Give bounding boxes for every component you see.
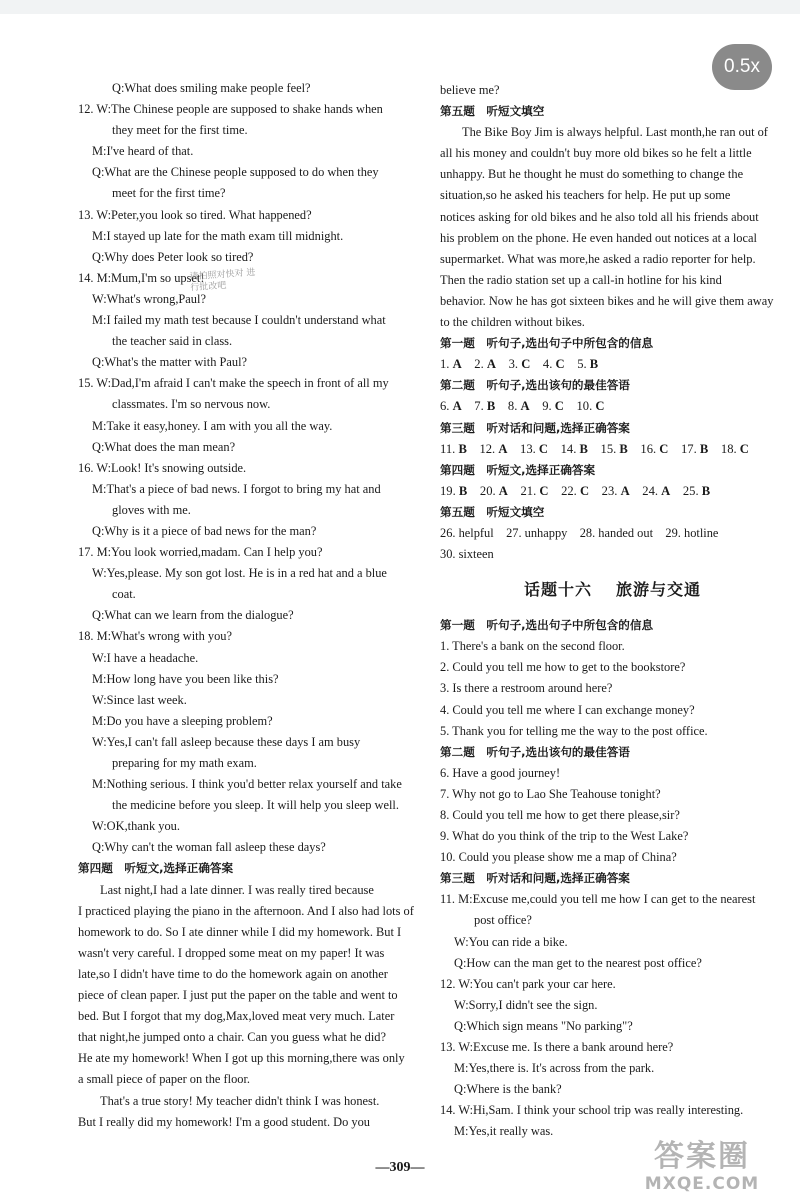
text-line: 3. Is there a restroom around here? <box>440 681 613 696</box>
text-line: 26. helpful 27. unhappy 28. handed out 29. hotline <box>440 525 719 540</box>
text-line: to the children without bikes. <box>440 315 585 330</box>
text-line: 13. W:Peter,you look so tired. What happened? <box>78 207 312 222</box>
text-line: 8. Could you tell me how to get there please,sir? <box>440 808 680 822</box>
text-line: 16. W:Look! It's snowing outside. <box>78 460 247 475</box>
text-line: 5. Thank you for telling me the way to the post office. <box>440 723 708 738</box>
text-line: meet for the first time? <box>112 186 226 201</box>
text-line: That's a true story! My teacher didn't think I was honest. <box>100 1093 380 1108</box>
text-line: preparing for my math exam. <box>112 756 257 770</box>
text-line: But I really did my homework! I'm a good student. Do you <box>78 1114 370 1129</box>
text-line: the teacher said in class. <box>112 334 233 349</box>
text-line: Q:Why does Peter look so tired? <box>92 249 254 264</box>
left-column <box>78 78 416 1133</box>
text-line: 9. What do you think of the trip to the West Lake? <box>440 829 689 844</box>
text-line: M:I stayed up late for the math exam till midnight. <box>92 228 344 243</box>
text-line: the medicine before you sleep. It will help you sleep well. <box>112 798 399 813</box>
text-line: all his money and couldn't buy more old bikes so he felt a little <box>440 146 752 161</box>
text-line: Q:How can the man get to the nearest post office? <box>454 955 702 970</box>
zoom-level-badge[interactable]: 0.5x <box>712 44 772 90</box>
text-line: M:Yes,it really was. <box>454 1124 554 1139</box>
text-line: 12. W:The Chinese people are supposed to shake hands when <box>78 102 383 117</box>
text-line: believe me? <box>440 83 500 97</box>
text-line: Q:Why can't the woman fall asleep these days? <box>92 840 326 855</box>
section-heading: 第二题 听句子,选出该句的最佳答语 <box>440 744 630 759</box>
text-line: 11. M:Excuse me,could you tell me how I can get to the nearest <box>440 892 756 907</box>
text-line: M:Take it easy,honey. I am with you all the way. <box>92 418 333 433</box>
section-heading: 第三题 听对话和问题,选择正确答案 <box>440 871 630 886</box>
topic-heading <box>440 565 785 615</box>
text-line: Q:What can we learn from the dialogue? <box>92 608 294 623</box>
text-line: Q:Where is the bank? <box>454 1082 562 1097</box>
text-line: coat. <box>112 587 136 602</box>
text-line: Q:What are the Chinese people supposed to do when they <box>92 165 379 180</box>
text-line: M:How long have you been like this? <box>92 671 279 686</box>
text-line: 19. B 20. A 21. C 22. C 23. A 24. A 25. B <box>440 483 711 498</box>
text-line: 15. W:Dad,I'm afraid I can't make the speech in front of all my <box>78 376 389 391</box>
text-line: M:I failed my math test because I couldn't understand what <box>92 313 386 328</box>
site-watermark <box>618 1140 786 1198</box>
top-bar <box>0 0 800 14</box>
text-line: 1. A 2. A 3. C 4. C 5. B <box>440 357 599 372</box>
watermark-line1: 答案圈 <box>654 1139 750 1174</box>
text-line: 7. Why not go to Lao She Teahouse tonight? <box>440 786 661 801</box>
text-line: behavior. Now he has got sixteen bikes and he will give them away <box>440 293 774 308</box>
text-line: situation,so he asked his teachers for help. He put up some <box>440 188 731 203</box>
text-line: W:You can ride a bike. <box>454 934 568 949</box>
text-line: M:That's a piece of bad news. I forgot to bring my hat and <box>92 481 381 496</box>
text-line: W:I have a headache. <box>92 650 199 665</box>
text-line: 2. Could you tell me how to get to the bookstore? <box>440 660 686 675</box>
right-column <box>440 80 785 1143</box>
text-line: piece of clean paper. I just put the paper on the table and went to <box>78 988 398 1003</box>
text-line: W:Sorry,I didn't see the sign. <box>454 997 598 1012</box>
topic-number: 话题十六 <box>523 580 592 600</box>
text-line: 1. There's a bank on the second floor. <box>440 639 625 654</box>
text-line: Then the radio station set up a call-in hotline for his kind <box>440 272 722 287</box>
text-line: wasn't very careful. I dropped some meat on my paper! It was <box>78 945 385 960</box>
text-line: Q:What does the man mean? <box>92 439 236 454</box>
section-heading: 第四题 听短文,选择正确答案 <box>440 462 596 477</box>
text-line: W:What's wrong,Paul? <box>92 291 206 306</box>
section-heading: 第五题 听短文填空 <box>440 504 545 519</box>
text-line: they meet for the first time. <box>112 123 248 138</box>
section-heading: 第一题 听句子,选出句子中所包含的信息 <box>440 618 654 633</box>
text-line: W:Yes,I can't fall asleep because these days I am busy <box>92 734 361 749</box>
text-line: his problem on the phone. He even handed out notices at a local <box>440 230 757 245</box>
topic-title: 旅游与交通 <box>616 580 702 600</box>
watermark-line2: MXQE.COM <box>644 1174 760 1194</box>
section-heading: 第二题 听句子,选出该句的最佳答语 <box>440 378 630 393</box>
text-line: The Bike Boy Jim is always helpful. Last month,he ran out of <box>462 125 768 140</box>
text-line: 4. Could you tell me where I can exchange money? <box>440 702 695 717</box>
text-line: Q:What's the matter with Paul? <box>92 355 248 370</box>
text-line: that night,he jumped onto a chair. Can you guess what he did? <box>78 1030 386 1045</box>
text-line: 18. M:What's wrong with you? <box>78 629 232 644</box>
text-line: unhappy. But he thought he must do something to change the <box>440 167 744 182</box>
section-heading: 第一题 听句子,选出句子中所包含的信息 <box>440 336 654 351</box>
text-line: I practiced playing the piano in the afternoon. And I also had lots of <box>78 903 414 918</box>
text-line: 12. W:You can't park your car here. <box>440 976 616 991</box>
text-line: homework to do. So I ate dinner while I did my homework. But I <box>78 924 402 939</box>
section-heading: 第四题 听短文,选择正确答案 <box>78 861 234 876</box>
text-line: Last night,I had a late dinner. I was really tired because <box>100 882 374 897</box>
text-line: notices asking for old bikes and he also told all his friends about <box>440 209 759 224</box>
text-line: 6. A 7. B 8. A 9. C 10. C <box>440 399 605 414</box>
text-line: Q:What does smiling make people feel? <box>112 81 311 95</box>
text-line: 10. Could you please show me a map of China? <box>440 850 677 865</box>
text-line: 6. Have a good journey! <box>440 765 561 780</box>
text-line: Q:Which sign means "No parking"? <box>454 1018 633 1033</box>
text-line: 30. sixteen <box>440 547 494 562</box>
text-line: 14. W:Hi,Sam. I think your school trip was really interesting. <box>440 1103 744 1118</box>
text-line: W:Since last week. <box>92 692 187 707</box>
text-line: 13. W:Excuse me. Is there a bank around here? <box>440 1040 674 1055</box>
text-line: M:I've heard of that. <box>92 144 194 159</box>
text-line: post office? <box>474 913 532 928</box>
text-line: supermarket. What was more,he asked a radio reporter for help. <box>440 251 756 266</box>
text-line: bed. But I forgot that my dog,Max,loved meat very much. Later <box>78 1009 395 1024</box>
section-heading: 第三题 听对话和问题,选择正确答案 <box>440 420 630 435</box>
right-column-top <box>440 80 785 565</box>
text-line: W:OK,thank you. <box>92 819 180 834</box>
text-line: He ate my homework! When I got up this morning,there was only <box>78 1051 405 1066</box>
text-line: 14. M:Mum,I'm so upset! <box>78 270 205 285</box>
text-line: W:Yes,please. My son got lost. He is in a red hat and a blue <box>92 566 387 581</box>
text-line: 17. M:You look worried,madam. Can I help you? <box>78 545 323 560</box>
text-line: M:Nothing serious. I think you'd better relax yourself and take <box>92 777 402 792</box>
right-column-bottom <box>440 615 785 1142</box>
text-line: gloves with me. <box>112 502 191 517</box>
section-heading: 第五题 听短文填空 <box>440 104 545 119</box>
text-line: M:Yes,there is. It's across from the park. <box>454 1061 655 1076</box>
page-number: —309— <box>375 1160 425 1175</box>
text-line: classmates. I'm so nervous now. <box>112 397 271 412</box>
text-line: 11. B 12. A 13. C 14. B 15. B 16. C 17. B 18. C <box>440 441 749 456</box>
text-line: a small piece of paper on the floor. <box>78 1072 251 1087</box>
correction-stamp: 请拍照对快对 进行批改吧 <box>189 267 256 294</box>
text-line: M:Do you have a sleeping problem? <box>92 713 273 728</box>
text-line: Q:Why is it a piece of bad news for the man? <box>92 523 317 538</box>
text-line: late,so I didn't have time to do the homework again on another <box>78 966 388 981</box>
